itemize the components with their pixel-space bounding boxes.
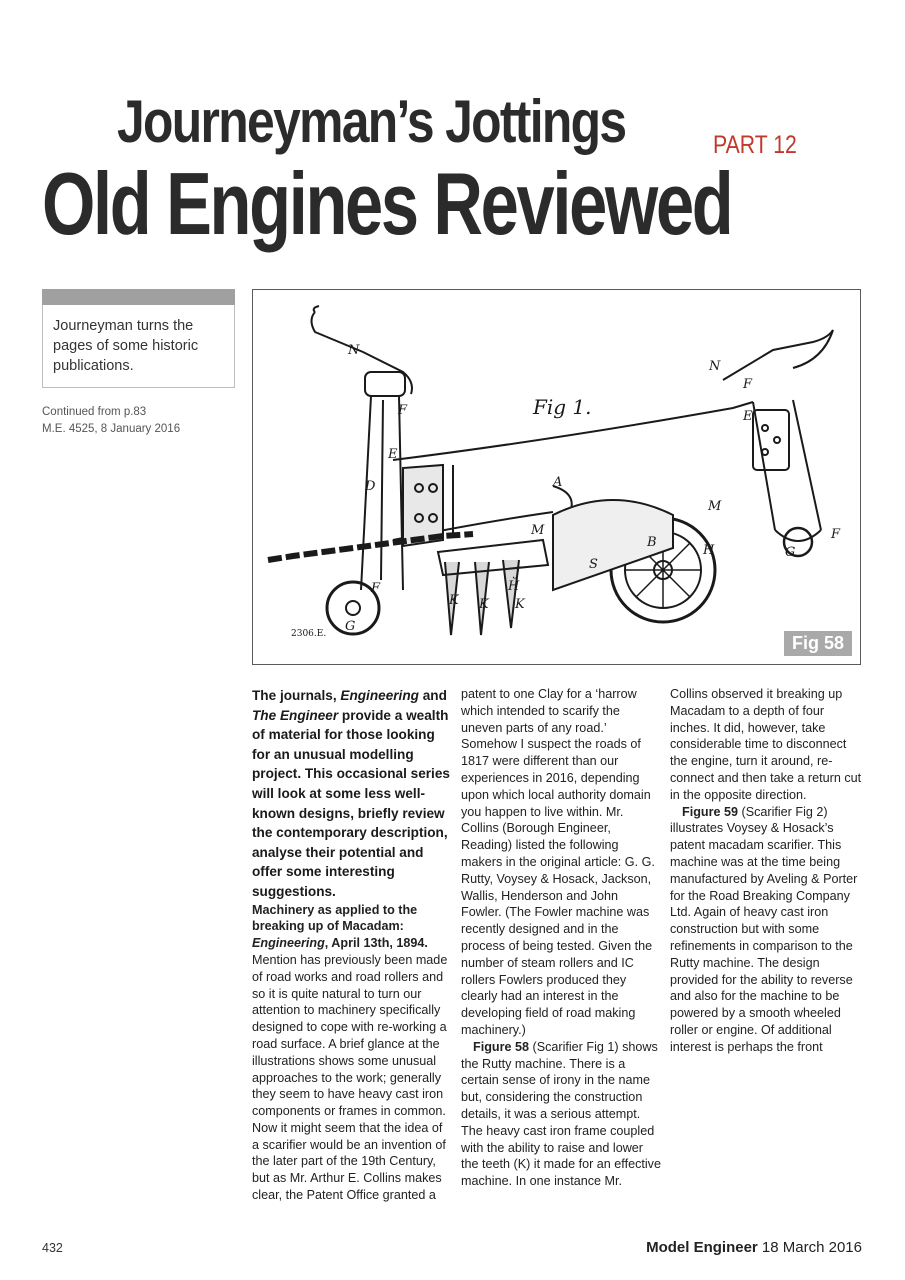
article-column-3	[670, 686, 865, 1056]
label-h-right: H	[703, 543, 715, 558]
rivet-icon	[774, 437, 780, 443]
left-column-head	[365, 372, 405, 396]
series-title: Journeyman’s Jottings	[117, 88, 626, 155]
label-f-lower: F	[371, 581, 381, 596]
figure-badge: Fig 58	[784, 631, 852, 656]
figure-58	[252, 289, 861, 665]
figure-caption: Fig 1.	[533, 395, 592, 419]
footer-issue	[646, 1239, 862, 1256]
main-title: Old Engines Reviewed	[42, 154, 732, 253]
scarifier-drawing	[253, 290, 860, 664]
rivet-icon	[762, 425, 768, 431]
label-e-left: E	[388, 447, 398, 462]
section-paragraph	[252, 902, 450, 1204]
previous-issue: M.E. 4525, 8 January 2016	[42, 423, 181, 435]
label-h-mid: H	[508, 579, 520, 594]
label-f-left: F	[398, 403, 408, 418]
body-paragraph-1: Mention has previously been made of road works and road rollers and so it is quite natural to turn our attention to machinery specifically designed to cope with re-working a road surface. A brief glance at the illustrations shows some unusual approaches to the work; generally they seem to have heavy cast iron components or frames in common. Now it might seem that the idea of a scarifier would be an invention of the later part of the 19th Century, but as Mr. Arthur E. Collins makes clear, the Patent Office granted a	[252, 952, 448, 1203]
figure-59-ref: Figure 59	[682, 804, 738, 819]
right-column-block	[753, 410, 789, 470]
left-steering-handle	[312, 312, 413, 394]
label-n-left: N	[348, 343, 360, 358]
label-k1: K	[449, 593, 459, 608]
intro-text: Journeyman turns the pages of some historic publications.	[53, 318, 199, 374]
engraver-mark: 2306.E.	[291, 629, 327, 639]
body-paragraph-1-continued: patent to one Clay for a ‘harrow which intended to scarify the uneven parts of any road.’ Somehow I suspect the roads of 1817 were different than our experiences in 2016, depending upon which local authority domain you happen to live within. Mr. Collins (Borough Engineer, Reading) listed the following makers in the original article: G. G. Rutty, Voysey & Hosack, Jackson, Wallis, Henderson and John Fowler. (The Fowler machine was recently designed and in the process of being tested. Given the number of steam rollers and IC rollers Fowlers produced they clearly had an interest in the developing field of road making machinery.)	[461, 687, 655, 1037]
label-j: J	[515, 565, 521, 580]
label-k2: K	[479, 597, 489, 612]
label-g-right: G	[785, 545, 796, 560]
label-s: S	[589, 557, 598, 572]
label-b: B	[647, 535, 657, 550]
label-e-right: E	[743, 409, 753, 424]
left-handle-grip	[314, 306, 319, 312]
part-label: PART 12	[713, 131, 797, 159]
section-heading: Machinery as applied to the breaking up of Macadam: Engineering, April 13th, 1894.	[252, 902, 428, 951]
label-f-right-top: F	[743, 377, 753, 392]
label-n-right: N	[709, 359, 721, 374]
page-number: 432	[42, 1241, 63, 1255]
label-d: D	[365, 479, 376, 494]
article-column-1	[252, 686, 450, 1204]
label-a: A	[553, 475, 563, 490]
magazine-name: Model Engineer	[646, 1239, 758, 1256]
label-m-right: M	[708, 499, 722, 514]
continued-note	[42, 404, 242, 438]
label-k3: K	[515, 597, 525, 612]
label-g-left: G	[345, 619, 356, 634]
standfirst: The journals, Engineering and The Engineer provide a wealth of material for those looking for an unusual modelling project. This occasional series will look at some less well-known designs, briefly review the contemporary description, analyse their potential and offer some interesting suggestions.	[252, 688, 450, 899]
label-m: M	[531, 523, 545, 538]
body-paragraph-2-continued: Collins observed it breaking up Macadam to a depth of four inches. It did, however, take considerable time to disconnect the engine, turn it around, re-connect and then take a return cut in the opposite direction.	[670, 687, 862, 802]
rivet-icon	[762, 449, 768, 455]
body-paragraph-3: Figure 59 (Scarifier Fig 2) illustrates Voysey & Hosack’s patent macadam scarifier. This machine was at the time being manufactured by Aveling & Porter for the Road Breaking Company Ltd. Again of heavy cast iron construction but with some refinements in comparison to the Rutty machine. The design provided for the ability to reverse and also for the machine to be powered by a smooth wheeled roller or engine. Of additional interest is perhaps the front	[670, 804, 858, 1054]
continued-from: Continued from p.83	[42, 406, 147, 418]
issue-date: 18 March 2016	[757, 1239, 862, 1256]
intro-bar	[42, 289, 235, 305]
intro-box	[42, 305, 235, 388]
chain	[268, 534, 473, 560]
body-paragraph-2: Figure 58 (Scarifier Fig 1) shows the Rutty machine. There is a certain sense of irony in the name but, considering the construction details, it was a serious attempt. The heavy cast iron frame coupled with the ability to raise and lower the teeth (K) it made for an effective machine. In one instance Mr.	[461, 1039, 661, 1189]
article-column-2	[461, 686, 661, 1190]
figure-58-ref: Figure 58	[473, 1039, 529, 1054]
front-wheel-hub	[346, 601, 360, 615]
label-f-right-low: F	[831, 527, 841, 542]
